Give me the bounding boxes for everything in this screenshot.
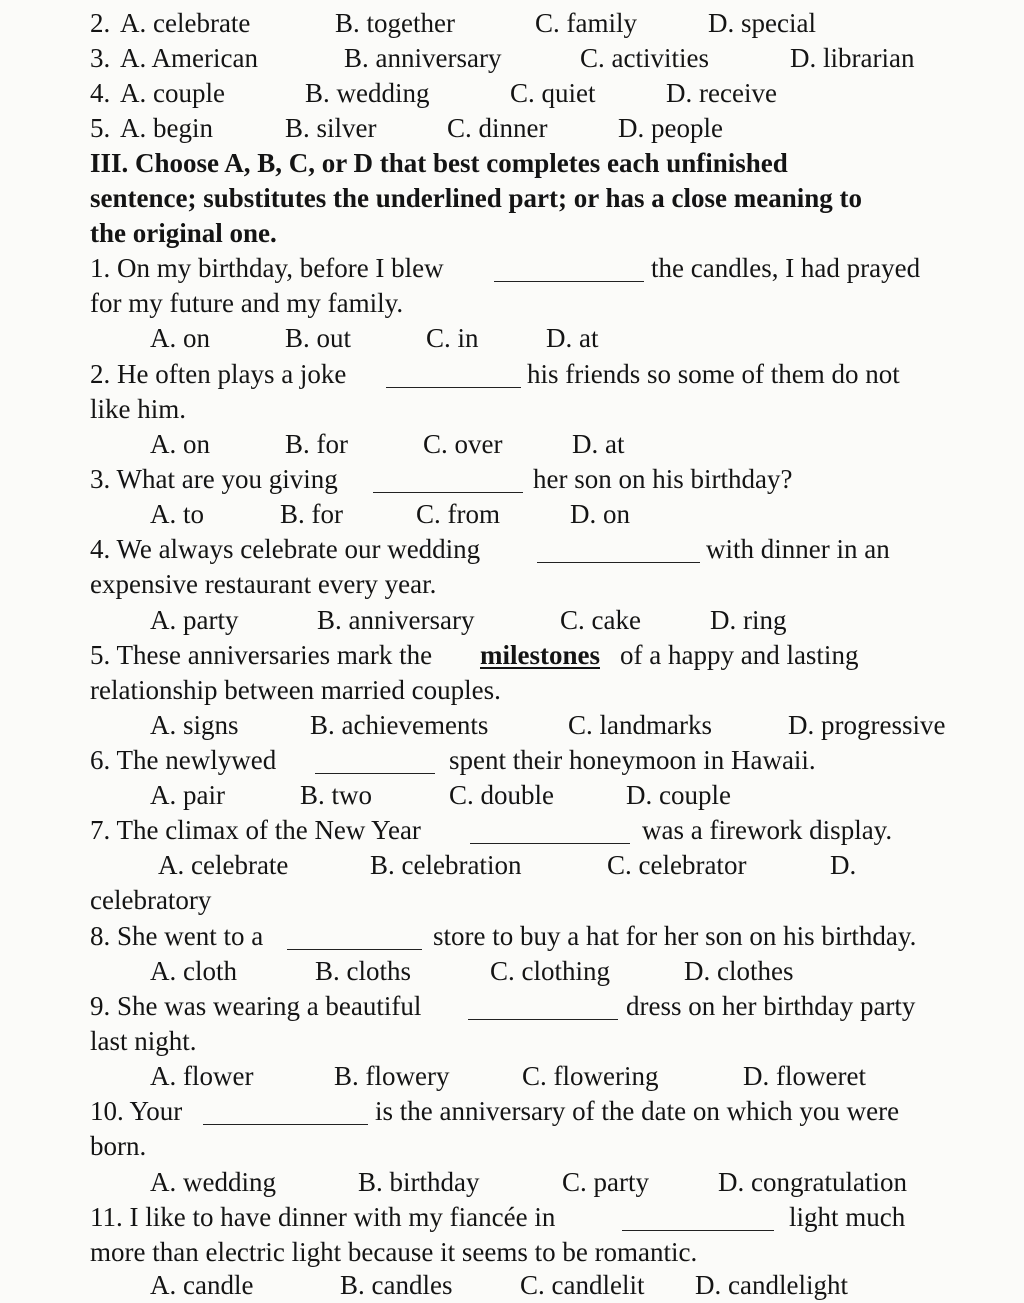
row-number: 4.	[90, 78, 111, 108]
option-c: C. quiet	[510, 78, 596, 108]
question-stem: 3. What are you giving	[90, 464, 338, 494]
option-b[interactable]: B. birthday	[358, 1167, 480, 1197]
option-a: A. begin	[120, 113, 213, 143]
option-d[interactable]: D. candlelight	[695, 1270, 848, 1300]
option-d: D. people	[618, 113, 723, 143]
question-10-continued: born.	[90, 1131, 147, 1161]
option-d[interactable]: D. ring	[710, 605, 787, 635]
answer-blank[interactable]	[203, 1124, 368, 1125]
question-stem-end: is the anniversary of the date on which you were	[375, 1096, 900, 1126]
answer-blank[interactable]	[537, 562, 700, 563]
question-9	[90, 989, 984, 1024]
question-7	[90, 813, 984, 848]
question-stem-end: his friends so some of them do not	[527, 359, 900, 389]
option-b[interactable]: B. two	[300, 780, 373, 810]
option-a[interactable]: A. candle	[150, 1270, 254, 1300]
question-stem: 7. The climax of the New Year	[90, 815, 421, 845]
option-a[interactable]: A. signs	[150, 710, 239, 740]
option-d: D. special	[708, 8, 816, 38]
option-a[interactable]: A. wedding	[150, 1167, 276, 1197]
question-stem-end: her son on his birthday?	[533, 464, 793, 494]
option-b: B. together	[335, 8, 455, 38]
option-b[interactable]: B. for	[285, 429, 348, 459]
option-d[interactable]: D. progressive	[788, 710, 946, 740]
question-stem: 4. We always celebrate our wedding	[90, 534, 481, 564]
option-b[interactable]: B. achievements	[310, 710, 489, 740]
question-stem: 9. She was wearing a beautiful	[90, 991, 422, 1021]
option-b[interactable]: B. cloths	[315, 956, 412, 986]
question-9-options	[90, 1059, 984, 1094]
option-d[interactable]: D. floweret	[743, 1061, 866, 1091]
underlined-word: milestones	[480, 640, 600, 670]
question-6-options	[90, 778, 984, 813]
option-b[interactable]: B. flowery	[334, 1061, 450, 1091]
question-stem-end: light much	[789, 1202, 906, 1232]
option-c[interactable]: C. landmarks	[568, 710, 712, 740]
option-c: C. family	[535, 8, 637, 38]
option-a[interactable]: A. party	[150, 605, 239, 635]
question-4-options	[90, 603, 984, 638]
question-stem-end: of a happy and lasting	[620, 640, 859, 670]
question-11-options	[90, 1268, 984, 1303]
question-stem-end: spent their honeymoon in Hawaii.	[449, 745, 816, 775]
pron-row-4	[90, 76, 984, 111]
option-b[interactable]: B. celebration	[370, 850, 522, 880]
option-d[interactable]: D. congratulation	[718, 1167, 907, 1197]
option-c[interactable]: C. cake	[560, 605, 641, 635]
option-c[interactable]: C. in	[426, 323, 479, 353]
option-d[interactable]: D. clothes	[684, 956, 794, 986]
question-7-options	[90, 848, 984, 883]
option-a[interactable]: A. cloth	[150, 956, 237, 986]
option-c[interactable]: C. from	[416, 499, 500, 529]
option-c[interactable]: C. over	[423, 429, 503, 459]
option-c: C. activities	[580, 43, 709, 73]
option-b: B. silver	[285, 113, 377, 143]
option-a[interactable]: A. to	[150, 499, 204, 529]
option-c[interactable]: C. flowering	[522, 1061, 659, 1091]
option-c[interactable]: C. double	[449, 780, 554, 810]
option-c[interactable]: C. celebrator	[607, 850, 747, 880]
option-d: D. librarian	[790, 43, 915, 73]
question-stem: 8. She went to a	[90, 921, 264, 951]
answer-blank[interactable]	[386, 387, 521, 388]
option-a[interactable]: A. flower	[150, 1061, 254, 1091]
option-a: A. celebrate	[120, 8, 251, 38]
row-number: 2.	[90, 8, 111, 38]
option-a[interactable]: A. on	[150, 323, 210, 353]
question-stem-end: with dinner in an	[706, 534, 890, 564]
section-heading-line-1: III. Choose A, B, C, or D that best completes each unfinished	[90, 148, 788, 178]
question-stem: 1. On my birthday, before I blew	[90, 253, 444, 283]
question-8	[90, 919, 984, 954]
question-1	[90, 251, 984, 286]
answer-blank[interactable]	[315, 773, 435, 774]
question-1-continued: for my future and my family.	[90, 288, 404, 318]
question-stem: 5. These anniversaries mark the	[90, 640, 433, 670]
question-3-options	[90, 497, 984, 532]
option-b: B. anniversary	[344, 43, 502, 73]
option-a: A. couple	[120, 78, 225, 108]
section-heading-line-2: sentence; substitutes the underlined part; or has a close meaning to	[90, 183, 862, 213]
answer-blank[interactable]	[470, 843, 630, 844]
option-b[interactable]: B. anniversary	[317, 605, 475, 635]
option-a[interactable]: A. celebrate	[158, 850, 289, 880]
option-d[interactable]: D. at	[572, 429, 625, 459]
pron-row-2	[90, 6, 984, 41]
question-stem-end: the candles, I had prayed	[651, 253, 921, 283]
question-stem: 11. I like to have dinner with my fiancée in	[90, 1202, 556, 1232]
question-stem: 2. He often plays a joke	[90, 359, 347, 389]
question-2-options	[90, 427, 984, 462]
row-number: 3.	[90, 43, 111, 73]
option-c: C. dinner	[447, 113, 548, 143]
question-stem-end: was a firework display.	[642, 815, 893, 845]
pron-row-3	[90, 41, 984, 76]
option-c[interactable]: C. party	[562, 1167, 649, 1197]
answer-blank[interactable]	[287, 949, 422, 950]
answer-blank[interactable]	[373, 492, 523, 493]
answer-blank[interactable]	[622, 1230, 774, 1231]
option-b[interactable]: B. for	[280, 499, 343, 529]
question-stem: 10. Your	[90, 1096, 183, 1126]
question-11	[90, 1200, 984, 1235]
question-1-options	[90, 321, 984, 356]
question-4-continued: expensive restaurant every year.	[90, 569, 437, 599]
answer-blank[interactable]	[468, 1019, 618, 1020]
question-2-continued: like him.	[90, 394, 186, 424]
question-stem-end: store to buy a hat for her son on his birthday.	[433, 921, 917, 951]
option-a[interactable]: A. pair	[150, 780, 225, 810]
question-5	[90, 638, 984, 673]
option-d: D. receive	[666, 78, 777, 108]
question-3	[90, 462, 984, 497]
option-c[interactable]: C. candlelit	[520, 1270, 645, 1300]
question-11-continued: more than electric light because it seems to be romantic.	[90, 1237, 698, 1267]
question-10	[90, 1094, 984, 1129]
answer-blank[interactable]	[494, 281, 644, 282]
question-10-options	[90, 1165, 984, 1200]
section-heading-line-3: the original one.	[90, 218, 277, 248]
pron-row-5	[90, 111, 984, 146]
option-b: B. wedding	[305, 78, 430, 108]
question-8-options	[90, 954, 984, 989]
option-d[interactable]: D. at	[546, 323, 599, 353]
question-stem-end: dress on her birthday party	[626, 991, 916, 1021]
question-5-options	[90, 708, 984, 743]
question-2	[90, 357, 984, 392]
question-stem: 6. The newlywed	[90, 745, 277, 775]
row-number: 5.	[90, 113, 111, 143]
option-d[interactable]: D. on	[570, 499, 630, 529]
question-9-continued: last night.	[90, 1026, 197, 1056]
question-6	[90, 743, 984, 778]
question-7-option-d-overflow: celebratory	[90, 885, 212, 915]
question-5-continued: relationship between married couples.	[90, 675, 501, 705]
option-c[interactable]: C. clothing	[490, 956, 610, 986]
question-4	[90, 532, 984, 567]
option-a: A. American	[120, 43, 258, 73]
option-d[interactable]: D. couple	[626, 780, 731, 810]
option-d[interactable]: D.	[830, 850, 857, 880]
option-b[interactable]: B. candles	[340, 1270, 453, 1300]
option-b[interactable]: B. out	[285, 323, 352, 353]
option-a[interactable]: A. on	[150, 429, 210, 459]
